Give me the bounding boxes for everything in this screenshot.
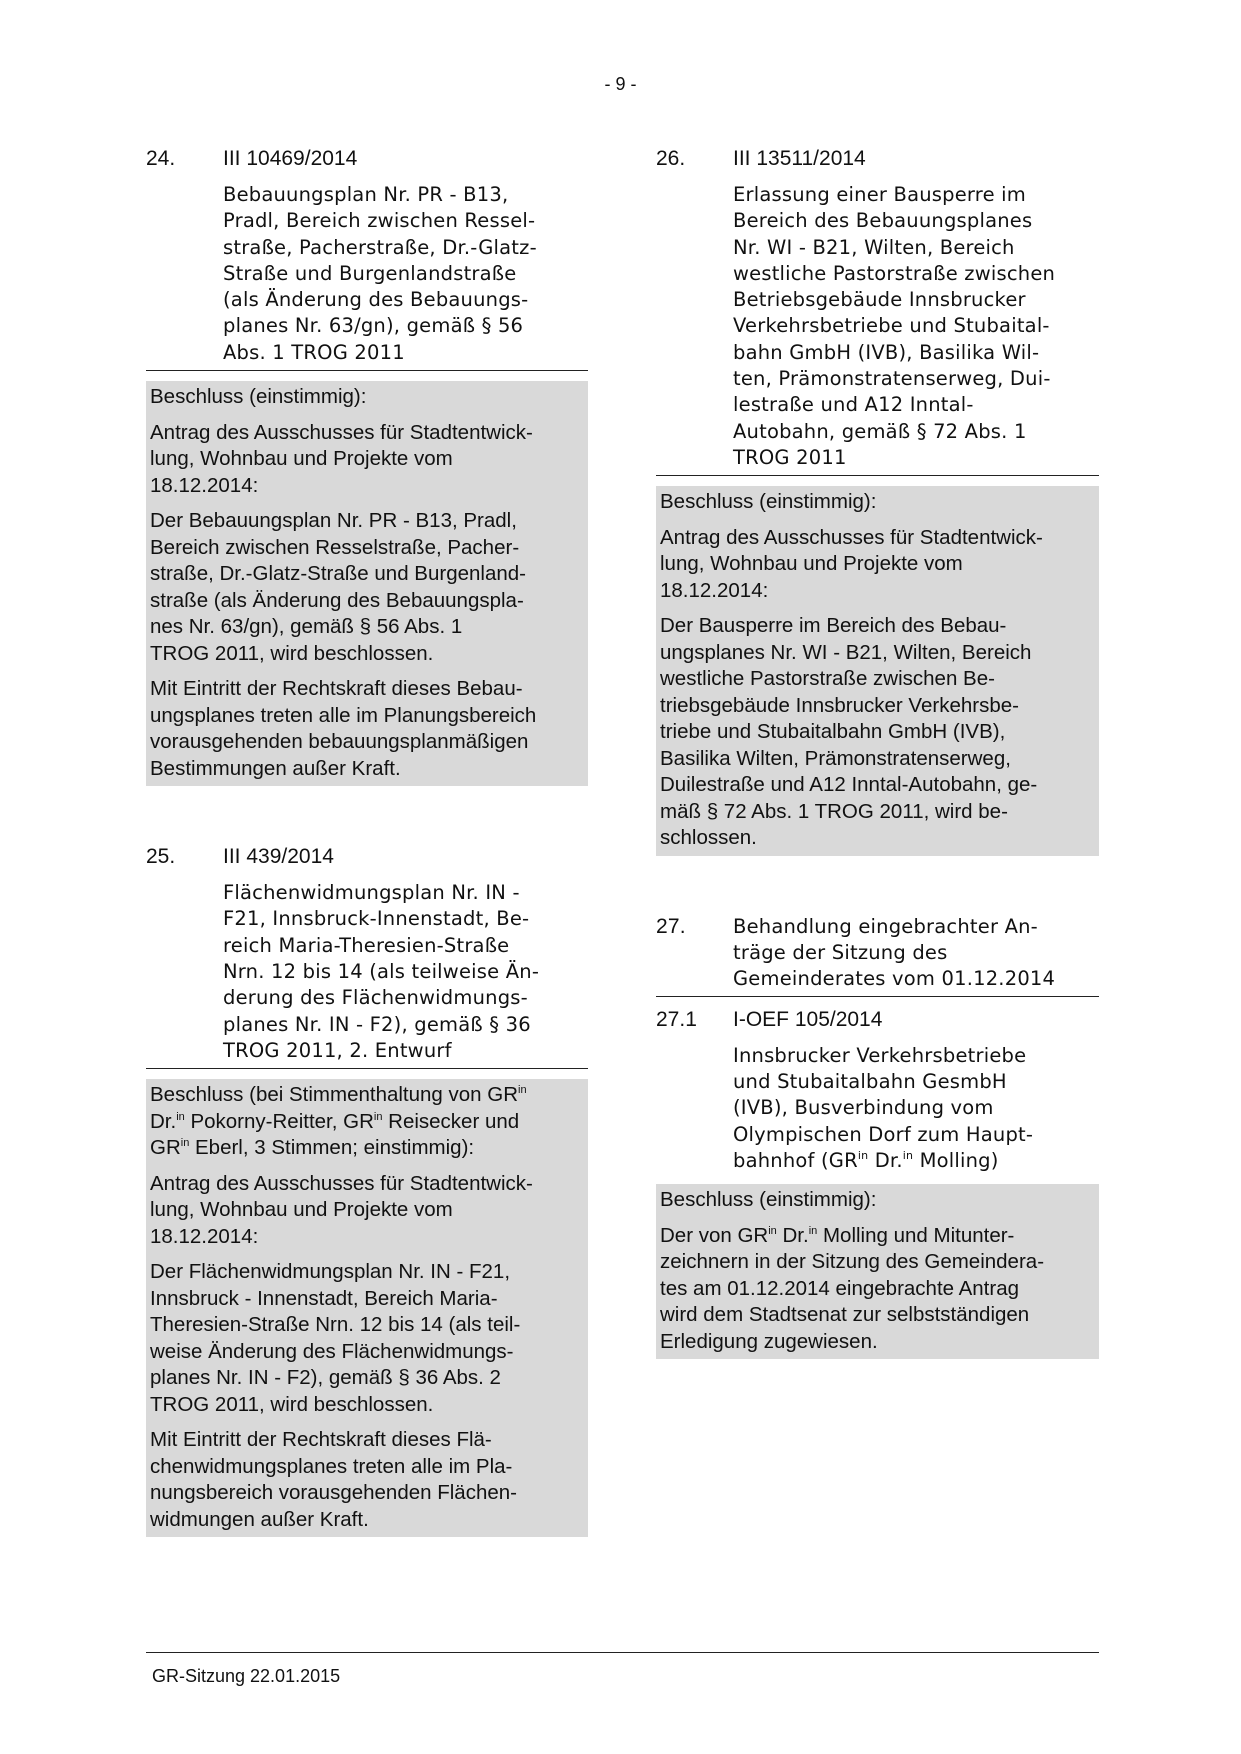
item-reference: I-OEF 105/2014	[733, 1007, 883, 1031]
item-reference: III 439/2014	[223, 845, 334, 869]
item-reference: III 10469/2014	[223, 147, 358, 170]
title-line: F21, Innsbruck-Innenstadt, Be-	[223, 907, 530, 931]
title-line: Nrn. 12 bis 14 (als teilweise Än-	[223, 959, 540, 983]
item-number: 27.1	[656, 1007, 697, 1031]
item-title	[733, 1043, 1099, 1174]
resolution-heading: Beschluss (einstimmig):	[660, 490, 877, 514]
title-line: ten, Prämonstratenserweg, Dui-	[733, 367, 1051, 391]
item-title	[146, 880, 588, 1069]
resolution-box	[656, 486, 1099, 856]
title-line: Nr. WI - B21, Wilten, Bereich	[733, 235, 1015, 259]
title-line: TROG 2011, 2. Entwurf	[223, 1038, 452, 1062]
title-line: Erlassung einer Bausperre im	[733, 183, 1026, 206]
title-line: Abs. 1 TROG 2011	[223, 340, 405, 364]
item-header	[656, 1007, 1099, 1033]
item-number: 25.	[146, 845, 176, 869]
title-line: bahn GmbH (IVB), Basilika Wil-	[733, 340, 1040, 364]
title-line: (IVB), Busverbindung vom	[733, 1096, 994, 1120]
item-header	[656, 914, 1099, 997]
note-text: Mit Eintritt der Rechtskraft dieses Bebau- ungsplanes treten alle im Planungsbereich vorausgehenden bebauungsplanmäßigen Bestimmungen außer Kraft.	[150, 677, 537, 780]
title-line: TROG 2011	[733, 445, 847, 469]
title-line: Bereich des Bebauungsplanes	[733, 209, 1033, 233]
left-column	[146, 146, 588, 1537]
item-number: 24.	[146, 147, 176, 170]
agenda-item-27	[656, 914, 1099, 997]
decision-text: Der von $GR^{in}$ Dr.$^{in}$ Molling und Mitunter- zeichnern in der Sitzung des Gemeindera- tes am 01.12.2014 eingebrachte Antrag wird dem Stadtsenat zur selbstständigen Erledigung zugewiesen.	[660, 1223, 1045, 1353]
title-line: lestraße und A12 Inntal-	[733, 393, 974, 417]
motion-text: Antrag des Ausschusses für Stadtentwick- lung, Wohnbau und Projekte vom 18.12.2014:	[150, 1171, 533, 1248]
agenda-item-25	[146, 844, 588, 1537]
title-line: planes Nr. 63/gn), gemäß § 56	[223, 314, 524, 338]
title-line: Verkehrsbetriebe und Stubaital-	[733, 314, 1050, 338]
footer-text: GR-Sitzung 22.01.2015	[152, 1666, 341, 1686]
title-line: Innsbrucker Verkehrsbetriebe	[733, 1043, 1027, 1067]
note-text: Mit Eintritt der Rechtskraft dieses Flä- chenwidmungsplanes treten alle im Pla- nungsbereich vorausgehenden Flächen- widmungen außer Kraft.	[150, 1428, 517, 1531]
agenda-item-26	[656, 146, 1099, 856]
motion-text: Antrag des Ausschusses für Stadtentwick- lung, Wohnbau und Projekte vom 18.12.2014:	[150, 420, 533, 497]
decision-text: Der Bausperre im Bereich des Bebau- ungsplanes Nr. WI - B21, Wilten, Bereich westliche Pastorstraße zwischen Be- triebsgebäude Innsbrucker Verkehrsbe- triebe und Stubaitalbahn GmbH (IVB), Basilika Wilten, Prämonstratenserweg, Duilestraße und A12 Inntal-Autobahn, ge- mäß § 72 Abs. 1 TROG 2011, wird be- schlossen.	[660, 614, 1038, 850]
resolution-heading: Beschluss (einstimmig):	[150, 385, 367, 409]
item-title: Behandlung eingebrachter An- träge der Sitzung des Gemeinderates vom 01.12.2014	[733, 914, 1056, 991]
resolution-heading: Beschluss (bei Stimmenthaltung von $GR^{in}$ Dr.$^{in}$ Pokorny-Reitter, $GR^{in}$ Reisecker und $GR^{in}$ Eberl, 3 Stimmen; einstimmig):	[150, 1083, 527, 1160]
title-line: Straße und Burgenlandstraße	[223, 261, 517, 285]
agenda-item-24	[146, 146, 588, 786]
item-number: 27.	[656, 914, 686, 938]
item-title	[656, 182, 1099, 476]
item-header	[146, 844, 588, 870]
title-line: (als Änderung des Bebauungs-	[223, 288, 529, 312]
title-line: Bebauungsplan Nr. PR - B13,	[223, 183, 509, 206]
title-line: westliche Pastorstraße zwischen	[733, 261, 1056, 285]
footer-rule	[146, 1652, 1099, 1653]
title-line: Flächenwidmungsplan Nr. IN -	[223, 881, 520, 905]
item-title	[146, 182, 588, 371]
decision-text: Der Bebauungsplan Nr. PR - B13, Pradl, Bereich zwischen Resselstraße, Pacher- straße, Dr.-Glatz-Straße und Burgenland- straße (als Änderung des Bebauungspla- nes Nr. 63/gn), gemäß § 56 Abs. 1 TROG 2011, wird beschlossen.	[150, 509, 526, 665]
resolution-box	[146, 1079, 588, 1537]
title-line: Pradl, Bereich zwischen Ressel-	[223, 209, 536, 233]
item-header	[656, 146, 1099, 172]
title-line: bahnhof ($GR^{in}$ Dr.$^{in}$ Molling)	[733, 1148, 999, 1172]
title-line: straße, Pacherstraße, Dr.-Glatz-	[223, 235, 537, 259]
title-line: reich Maria-Theresien-Straße	[223, 933, 510, 957]
agenda-item-27-1	[656, 1007, 1099, 1359]
motion-text: Antrag des Ausschusses für Stadtentwick- lung, Wohnbau und Projekte vom 18.12.2014:	[660, 525, 1043, 602]
item-reference: III 13511/2014	[733, 147, 866, 170]
title-line: planes Nr. IN - F2), gemäß § 36	[223, 1012, 531, 1036]
item-number: 26.	[656, 147, 686, 170]
title-line: und Stubaitalbahn GesmbH	[733, 1069, 1007, 1093]
page-number: - 9 -	[604, 74, 637, 94]
item-header	[146, 146, 588, 172]
title-line: derung des Flächenwidmungs-	[223, 986, 528, 1010]
title-line: Betriebsgebäude Innsbrucker	[733, 288, 1026, 312]
decision-text: Der Flächenwidmungsplan Nr. IN - F21, Innsbruck - Innenstadt, Bereich Maria- Theresien-Straße Nrn. 12 bis 14 (als teil- weise Änderung des Flächenwidmungs- planes Nr. IN - F2), gemäß § 36 Abs. 2 TROG 2011, wird beschlossen.	[150, 1260, 521, 1416]
resolution-box	[146, 381, 588, 786]
resolution-box	[656, 1184, 1099, 1359]
title-line: Olympischen Dorf zum Haupt-	[733, 1122, 1034, 1146]
resolution-heading: Beschluss (einstimmig):	[660, 1188, 877, 1212]
title-line: Autobahn, gemäß § 72 Abs. 1	[733, 419, 1027, 443]
right-column	[656, 146, 1099, 1359]
